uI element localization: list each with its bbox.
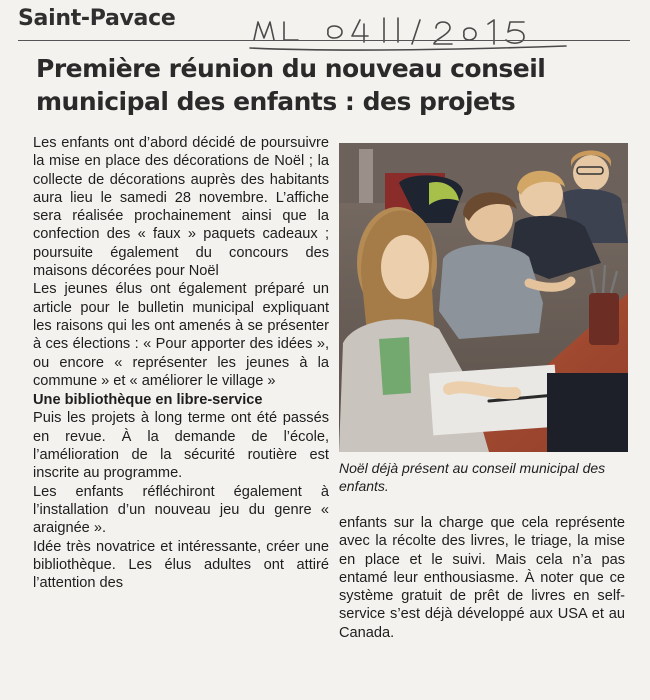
headline-line-2: municipal des enfants : des projets <box>36 87 516 116</box>
paragraph-projects: Puis les projets à long terme ont été passés en revue. À la demande de l’école, l’amélioration de la sécurité routière est inscrite au programme. <box>33 410 329 482</box>
paragraph-library-start: Idée très novatrice et intéressante, créer une bibliothèque. Les élus adultes ont attiré l’attention des <box>33 538 329 592</box>
header-rule <box>18 40 630 41</box>
handwritten-date-annotation <box>248 10 568 54</box>
section-name: Saint-Pavace <box>18 6 176 31</box>
subheading-library: Une bibliothèque en libre-service <box>33 392 263 409</box>
photo-caption: Noël déjà présent au conseil municipal des enfants. <box>339 460 606 494</box>
article-photo <box>339 143 628 452</box>
handwritten-date-drawing <box>248 10 568 54</box>
children-council-photo <box>339 143 628 452</box>
article-column-right <box>339 514 625 642</box>
handwritten-date-text <box>568 10 569 11</box>
paragraph-bulletin: Les jeunes élus ont également préparé un article pour le bulletin municipal expliquant les raisons qui les ont amenés à se présenter à ces élections : « Pour apporter des idées », ou encore « représenter les jeunes à la commune » et « améliorer le village » <box>33 281 329 389</box>
paragraph-decorations: Les enfants ont d’abord décidé de poursuivre la mise en place des décorations de Noël ; la collecte de décorations auprès des habitants aura lieu le samedi 28 novembre. L’affiche sera réalisée prochainement ainsi que la confection des « faux » paquets cadeaux ; poursuite également du concours des maisons décorées pour Noël <box>33 135 329 280</box>
paragraph-library-end: enfants sur la charge que cela représente avec la récolte des livres, le triage, la mise en place et le suivi. Mais cela n’a pas entamé leur enthousiasme. À noter que ce système gratuit de prêt de livres en self-service s’est déjà développé aux USA et au Canada. <box>339 515 625 641</box>
article-headline <box>36 52 626 118</box>
paragraph-playground: Les enfants réfléchiront également à l’installation d’un nouveau jeu du genre « araignée ». <box>33 483 329 537</box>
headline-line-1: Première réunion du nouveau conseil <box>36 54 546 83</box>
article-column-left <box>33 134 329 592</box>
